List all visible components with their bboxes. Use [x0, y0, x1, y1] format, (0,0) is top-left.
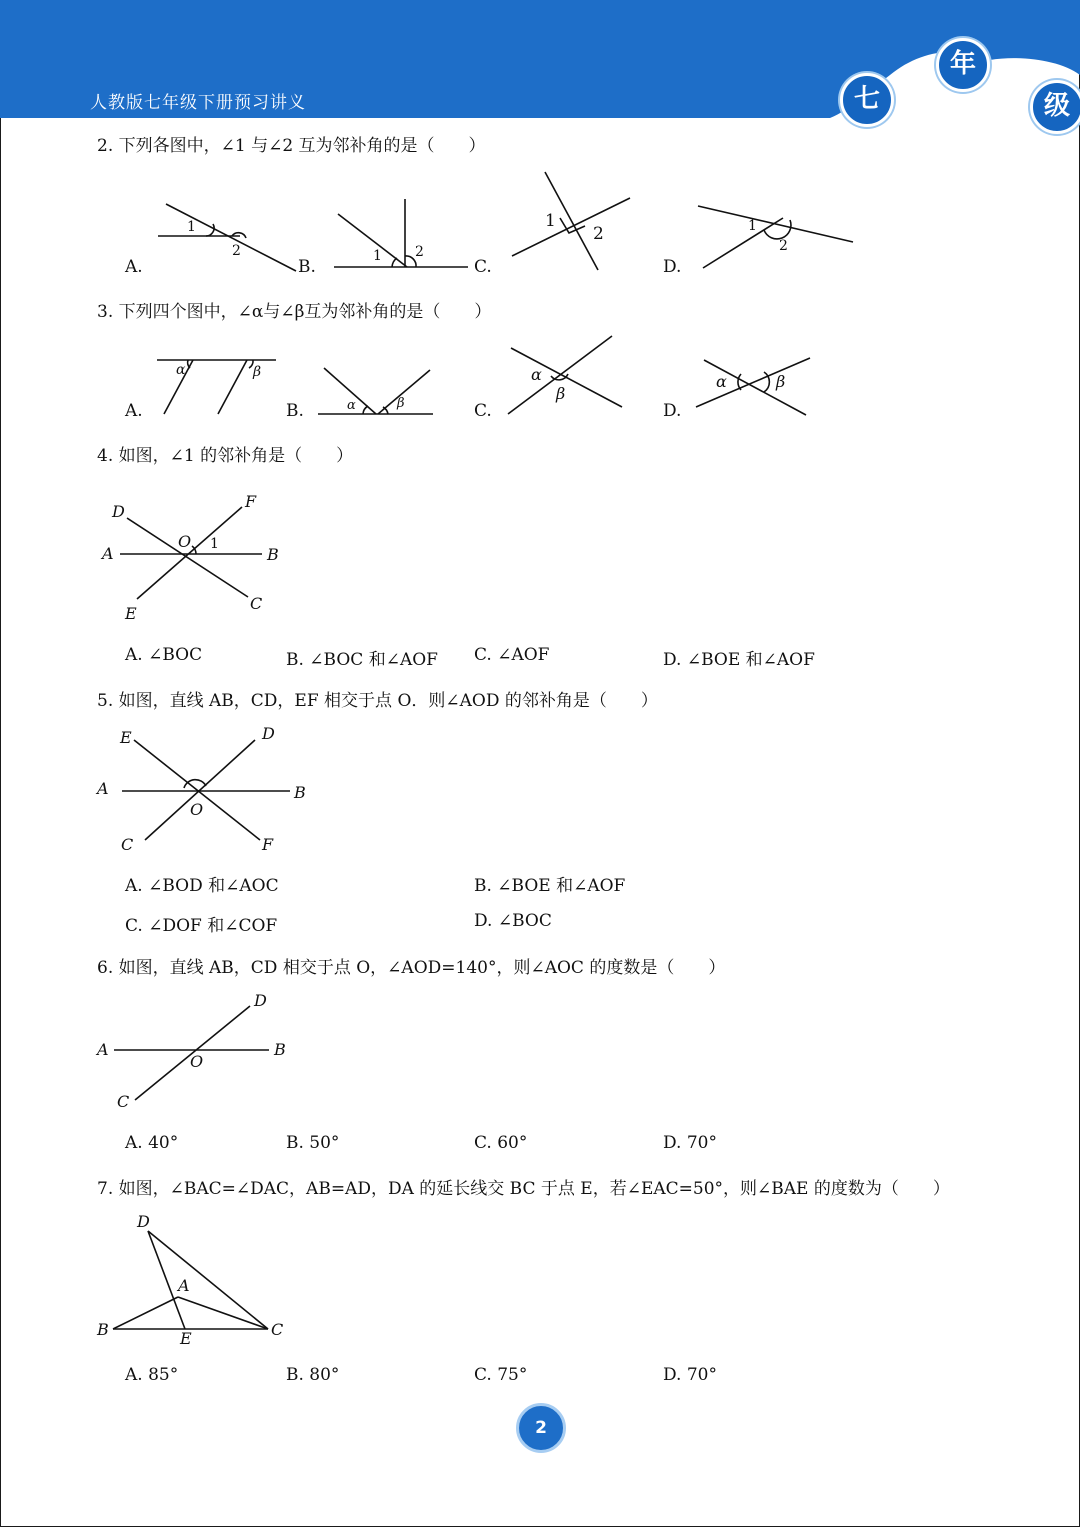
- q6-label-o: O: [190, 1052, 204, 1071]
- q6-label-b: B: [274, 1040, 286, 1059]
- q7-figure: [113, 1231, 268, 1329]
- q5-label-a: A: [97, 779, 109, 798]
- q4-label-e: E: [125, 604, 137, 623]
- q2a-label-1: 1: [187, 219, 196, 235]
- q7-option-d[interactable]: D. 70°: [663, 1365, 717, 1385]
- page-number-badge: 2: [516, 1403, 566, 1453]
- q2d-label-1: 1: [748, 218, 757, 234]
- q4-label-d: D: [112, 502, 125, 521]
- q4-label-o: O: [178, 532, 192, 551]
- q2b-label-1: 1: [373, 248, 382, 264]
- q5-label-c: C: [121, 835, 134, 854]
- q3b-alpha: α: [347, 398, 356, 413]
- q4-option-c[interactable]: C. ∠AOF: [474, 645, 550, 665]
- q4-figure: [120, 507, 262, 599]
- q3c-alpha: α: [531, 365, 542, 384]
- q3-figure-d: [696, 358, 810, 415]
- q2d-label-2: 2: [779, 238, 788, 254]
- q6-option-b[interactable]: B. 50°: [286, 1133, 340, 1153]
- q5-label-o: O: [190, 800, 204, 819]
- header-title: 人教版七年级下册预习讲义: [90, 93, 306, 113]
- q5-label-e: E: [120, 728, 132, 747]
- q2-stem: 2. 下列各图中，∠1 与∠2 互为邻补角的是（ ）: [97, 136, 486, 156]
- q5-option-d[interactable]: D. ∠BOC: [474, 911, 552, 931]
- q6-option-c[interactable]: C. 60°: [474, 1133, 528, 1153]
- q7-label-c: C: [271, 1320, 284, 1339]
- q7-option-b[interactable]: B. 80°: [286, 1365, 340, 1385]
- q2b-label-2: 2: [415, 244, 424, 260]
- grade-char-nian: 年: [936, 38, 990, 92]
- q2-figure-b: [334, 199, 468, 267]
- q3-option-a[interactable]: A.: [125, 401, 143, 421]
- q2-figure-c: [512, 172, 630, 270]
- q5-option-b[interactable]: B. ∠BOE 和∠AOF: [474, 876, 626, 896]
- q4-option-d[interactable]: D. ∠BOE 和∠AOF: [663, 650, 815, 670]
- q6-label-a: A: [97, 1040, 109, 1059]
- q5-stem: 5. 如图，直线 AB，CD，EF 相交于点 O．则∠AOD 的邻补角是（ ）: [97, 691, 658, 711]
- q2-figure-a: [158, 204, 296, 271]
- q4-label-c: C: [250, 594, 263, 613]
- q3-figure-b: [318, 368, 433, 414]
- q2a-label-2: 2: [232, 243, 241, 259]
- q7-option-c[interactable]: C. 75°: [474, 1365, 528, 1385]
- q7-label-d: D: [137, 1212, 150, 1231]
- q4-label-a: A: [102, 544, 114, 563]
- q5-figure: [122, 740, 290, 840]
- q2c-label-2: 2: [593, 224, 604, 244]
- q2-option-c[interactable]: C.: [474, 257, 492, 277]
- q3-stem: 3. 下列四个图中，∠α与∠β互为邻补角的是（ ）: [97, 302, 492, 322]
- q5-option-c[interactable]: C. ∠DOF 和∠COF: [125, 916, 278, 936]
- q6-option-d[interactable]: D. 70°: [663, 1133, 717, 1153]
- q7-option-a[interactable]: A. 85°: [125, 1365, 179, 1385]
- q4-option-b[interactable]: B. ∠BOC 和∠AOF: [286, 650, 438, 670]
- q3-option-b[interactable]: B.: [286, 401, 304, 421]
- q7-label-a: A: [178, 1276, 190, 1295]
- q3-option-d[interactable]: D.: [663, 401, 682, 421]
- q3a-alpha: α: [176, 362, 186, 378]
- q4-stem: 4. 如图，∠1 的邻补角是（ ）: [97, 446, 354, 466]
- q4-label-f: F: [245, 492, 257, 511]
- q4-option-a[interactable]: A. ∠BOC: [125, 645, 203, 665]
- q6-label-c: C: [117, 1092, 130, 1111]
- q2-option-a[interactable]: A.: [125, 257, 143, 277]
- q3-option-c[interactable]: C.: [474, 401, 492, 421]
- q7-label-e: E: [180, 1329, 192, 1348]
- q2-figure-d: [698, 206, 853, 268]
- q3d-beta: β: [776, 372, 786, 391]
- q3b-beta: β: [397, 396, 405, 411]
- q6-label-d: D: [254, 991, 267, 1010]
- q5-label-d: D: [262, 724, 275, 743]
- q7-label-b: B: [97, 1320, 109, 1339]
- grade-char-qi: 七: [840, 73, 894, 127]
- grade-char-ji: 级: [1030, 80, 1080, 134]
- q4-label-1: 1: [210, 536, 219, 552]
- q6-option-a[interactable]: A. 40°: [125, 1133, 179, 1153]
- q5-option-a[interactable]: A. ∠BOD 和∠AOC: [125, 876, 279, 896]
- q3c-beta: β: [556, 384, 566, 403]
- q3a-beta: β: [253, 364, 262, 380]
- q6-stem: 6. 如图，直线 AB，CD 相交于点 O，∠AOD=140°，则∠AOC 的度数是（ ）: [97, 958, 726, 978]
- q3d-alpha: α: [716, 372, 727, 391]
- q5-label-f: F: [262, 835, 274, 854]
- q5-label-b: B: [294, 783, 306, 802]
- q2c-label-1: 1: [545, 211, 556, 231]
- q4-label-b: B: [267, 545, 279, 564]
- q2-option-b[interactable]: B.: [298, 257, 316, 277]
- q7-stem: 7. 如图，∠BAC=∠DAC，AB=AD，DA 的延长线交 BC 于点 E，若∠EAC=50°，则∠BAE 的度数为（ ）: [97, 1179, 950, 1199]
- q2-option-d[interactable]: D.: [663, 257, 682, 277]
